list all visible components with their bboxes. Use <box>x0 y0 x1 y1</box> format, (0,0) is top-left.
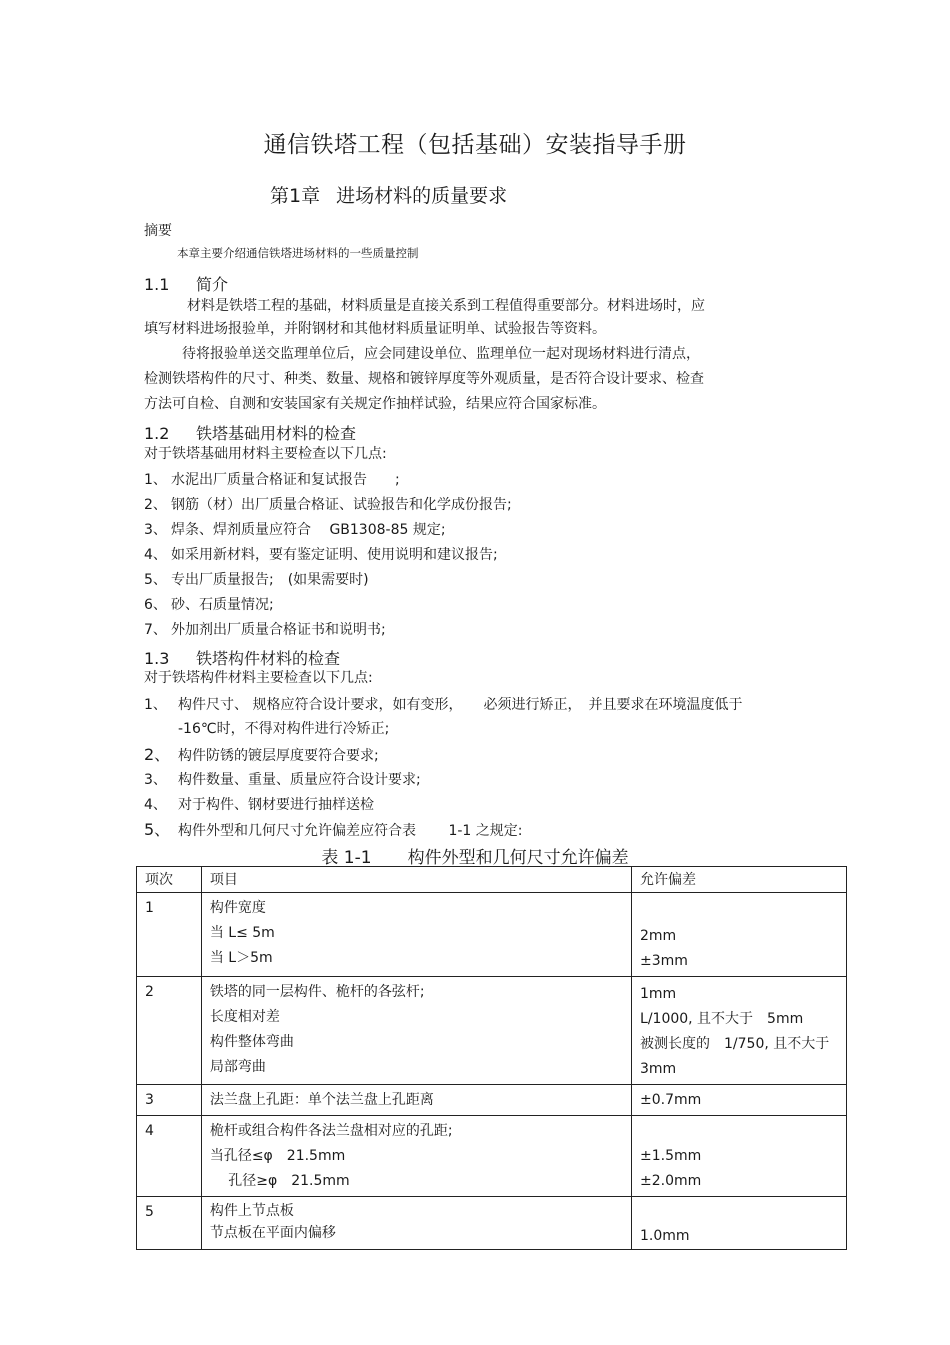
header-no: 项次 <box>137 867 202 893</box>
section-intro: 对于铁塔基础用材料主要检查以下几点: <box>144 446 387 462</box>
tolerance-line: ±0.7mm <box>640 1092 702 1108</box>
row-items <box>201 1085 631 1116</box>
list-text: 构件尺寸、 规格应符合设计要求，如有变形， 必须进行矫正， 并且要求在环境温度低于 <box>178 697 743 713</box>
tolerance-line <box>640 1119 838 1144</box>
tolerance-line: 3mm <box>640 1061 677 1077</box>
list-item <box>144 797 374 813</box>
section-number: 1.1 <box>144 275 170 294</box>
row-tolerances <box>632 1085 847 1116</box>
list-number: 1、 <box>144 472 167 488</box>
item-line: 桅杆或组合构件各法兰盘相对应的孔距; <box>209 1123 453 1139</box>
list-item <box>144 497 512 513</box>
header-item: 项目 <box>201 867 631 893</box>
list-text: 如采用新材料，要有鉴定证明、使用说明和建议报告; <box>171 547 498 563</box>
table-row <box>137 977 847 1085</box>
row-no: 5 <box>137 1197 202 1250</box>
list-item <box>144 522 446 538</box>
chapter-name: 进场材料的质量要求 <box>336 185 508 207</box>
list-item-continuation: -16℃时，不得对构件进行冷矫正; <box>178 721 390 737</box>
row-tolerances <box>632 977 847 1085</box>
list-item <box>144 547 498 563</box>
section-number: 1.3 <box>144 649 170 668</box>
item-line: 长度相对差 <box>209 1009 280 1025</box>
list-text: 对于构件、钢材要进行抽样送检 <box>178 797 374 813</box>
item-line: 局部弯曲 <box>209 1059 266 1075</box>
table-row <box>137 893 847 977</box>
list-number: 2、 <box>144 745 171 764</box>
tolerance-line: ±3mm <box>640 953 688 969</box>
tolerance-line: L/1000, 且不大于 5mm <box>640 1011 804 1027</box>
list-number: 4、 <box>144 547 167 563</box>
table-header-row <box>137 867 847 893</box>
item-line: 孔径≥φ 21.5mm <box>209 1173 350 1189</box>
row-items <box>201 1116 631 1197</box>
row-items <box>201 977 631 1085</box>
row-tolerances <box>632 893 847 977</box>
tolerance-line: ±2.0mm <box>640 1173 702 1189</box>
chapter-heading <box>270 181 507 208</box>
list-item <box>144 747 379 764</box>
list-text: 焊条、焊剂质量应符合 GB1308-85 规定; <box>171 522 446 538</box>
list-text: 外加剂出厂质量合格证书和说明书; <box>171 622 386 638</box>
tolerance-line: ±1.5mm <box>640 1148 702 1164</box>
list-text: 构件外型和几何尺寸允许偏差应符合表 1-1 之规定: <box>178 823 523 839</box>
row-items <box>201 893 631 977</box>
list-number: 6、 <box>144 597 167 613</box>
paragraph-line: 待将报验单送交监理单位后，应会同建设单位、监理单位一起对现场材料进行清点， <box>182 346 700 362</box>
tolerance-line: 1mm <box>640 986 677 1002</box>
list-text: 专出厂质量报告; (如果需要时) <box>171 572 369 588</box>
item-line: 当 L≤ 5m <box>209 925 275 941</box>
paragraph-line: 材料是铁塔工程的基础，材料质量是直接关系到工程值得重要部分。材料进场时，应 <box>187 298 705 314</box>
table-row <box>137 1116 847 1197</box>
table-row <box>137 1197 847 1250</box>
list-item <box>144 822 522 839</box>
list-text: 构件数量、重量、质量应符合设计要求; <box>178 772 421 788</box>
row-tolerances <box>632 1197 847 1250</box>
abstract-text: 本章主要介绍通信铁塔进场材料的一些质量控制 <box>177 246 419 260</box>
tolerance-table <box>136 866 847 1250</box>
abstract-label: 摘要 <box>144 223 172 239</box>
row-no: 4 <box>137 1116 202 1197</box>
list-item <box>144 472 400 488</box>
paragraph-line: 填写材料进场报验单，并附钢材和其他材料质量证明单、试验报告等资料。 <box>144 321 606 337</box>
paragraph-line: 检测铁塔构件的尺寸、种类、数量、规格和镀锌厚度等外观质量，是否符合设计要求、检查 <box>144 371 704 387</box>
table-row <box>137 1085 847 1116</box>
list-number: 5、 <box>144 820 171 839</box>
row-no: 3 <box>137 1085 202 1116</box>
section-1-2-heading <box>144 421 356 444</box>
list-number: 1、 <box>144 697 167 713</box>
section-1-3-heading <box>144 646 340 669</box>
table-title: 构件外型和几何尺寸允许偏差 <box>407 848 629 868</box>
tolerance-line: 1.0mm <box>640 1228 690 1244</box>
list-item <box>144 622 386 638</box>
list-number: 2、 <box>144 497 167 513</box>
row-no: 2 <box>137 977 202 1085</box>
list-text: 水泥出厂质量合格证和复试报告 ; <box>171 472 400 488</box>
list-text: 构件防锈的镀层厚度要符合要求; <box>178 748 379 764</box>
list-number: 3、 <box>144 522 167 538</box>
item-line: 当 L＞5m <box>209 950 273 966</box>
document-title: 通信铁塔工程（包括基础）安装指导手册 <box>263 132 687 158</box>
list-item <box>144 772 421 788</box>
section-title: 铁塔基础用材料的检查 <box>196 424 357 443</box>
list-number: 5、 <box>144 572 167 588</box>
item-line: 当孔径≤φ 21.5mm <box>209 1148 346 1164</box>
list-number: 4、 <box>144 797 167 813</box>
list-item <box>144 597 274 613</box>
section-title: 铁塔构件材料的检查 <box>196 649 341 668</box>
tolerance-line <box>640 899 838 924</box>
item-line: 法兰盘上孔距：单个法兰盘上孔距离 <box>209 1092 434 1108</box>
table-number: 表 1-1 <box>321 848 372 868</box>
row-items <box>201 1197 631 1250</box>
tolerance-line: 2mm <box>640 928 677 944</box>
row-no: 1 <box>137 893 202 977</box>
paragraph-line: 方法可自检、自测和安装国家有关规定作抽样试验，结果应符合国家标准。 <box>144 396 606 412</box>
item-line: 构件上节点板 <box>209 1203 294 1219</box>
item-line: 构件宽度 <box>209 900 266 916</box>
list-text: 砂、石质量情况; <box>171 597 274 613</box>
chapter-number: 第1章 <box>270 185 321 207</box>
tolerance-line <box>640 1203 838 1225</box>
item-line: 构件整体弯曲 <box>209 1034 294 1050</box>
table-caption <box>0 843 950 868</box>
header-tolerance: 允许偏差 <box>632 867 847 893</box>
section-1-1-heading <box>144 272 228 295</box>
list-item <box>144 572 369 588</box>
item-line: 节点板在平面内偏移 <box>209 1225 336 1241</box>
tolerance-line: 被测长度的 1/750, 且不大于 <box>640 1036 830 1052</box>
list-number: 7、 <box>144 622 167 638</box>
list-number: 3、 <box>144 772 167 788</box>
list-item <box>144 697 742 713</box>
list-text: 钢筋（材）出厂质量合格证、试验报告和化学成份报告; <box>171 497 512 513</box>
item-line: 铁塔的同一层构件、桅杆的各弦杆; <box>209 984 425 1000</box>
section-title: 简介 <box>196 275 229 294</box>
row-tolerances <box>632 1116 847 1197</box>
section-number: 1.2 <box>144 424 170 443</box>
section-intro: 对于铁塔构件材料主要检查以下几点: <box>144 670 373 686</box>
